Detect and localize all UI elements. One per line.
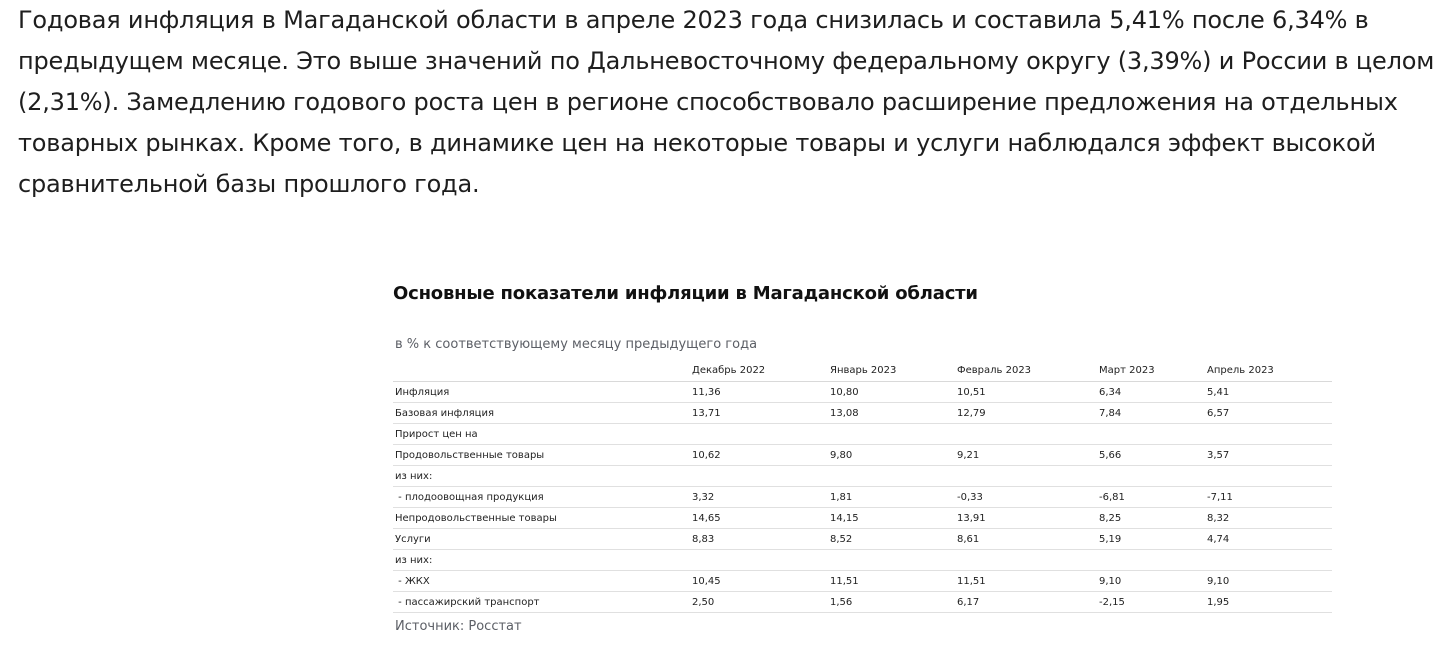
value-cell: 8,52 bbox=[828, 529, 955, 550]
value-cell: 12,79 bbox=[955, 403, 1097, 424]
value-cell: 5,66 bbox=[1097, 445, 1205, 466]
value-cell: 5,41 bbox=[1205, 382, 1332, 403]
value-cell: 13,08 bbox=[828, 403, 955, 424]
value-cell: 9,80 bbox=[828, 445, 955, 466]
row-label-cell: Прирост цен на bbox=[393, 424, 690, 445]
table-row bbox=[393, 424, 1332, 445]
value-cell: 1,56 bbox=[828, 592, 955, 613]
value-cell: 5,19 bbox=[1097, 529, 1205, 550]
value-cell: 8,32 bbox=[1205, 508, 1332, 529]
value-cell: 6,57 bbox=[1205, 403, 1332, 424]
table-body bbox=[393, 382, 1332, 613]
value-cell: 10,62 bbox=[690, 445, 828, 466]
value-cell bbox=[1205, 466, 1332, 487]
value-cell: 14,65 bbox=[690, 508, 828, 529]
value-cell: 1,95 bbox=[1205, 592, 1332, 613]
table-row bbox=[393, 550, 1332, 571]
header-cell: Январь 2023 bbox=[828, 359, 955, 382]
value-cell: 10,80 bbox=[828, 382, 955, 403]
table-row bbox=[393, 571, 1332, 592]
table-row bbox=[393, 382, 1332, 403]
row-label-cell: Продовольственные товары bbox=[393, 445, 690, 466]
value-cell: 7,84 bbox=[1097, 403, 1205, 424]
row-label-cell: Инфляция bbox=[393, 382, 690, 403]
value-cell: 8,25 bbox=[1097, 508, 1205, 529]
value-cell: 3,32 bbox=[690, 487, 828, 508]
value-cell: -2,15 bbox=[1097, 592, 1205, 613]
value-cell bbox=[955, 466, 1097, 487]
row-label-cell: Базовая инфляция bbox=[393, 403, 690, 424]
value-cell: 10,51 bbox=[955, 382, 1097, 403]
value-cell: -0,33 bbox=[955, 487, 1097, 508]
inflation-table-figure bbox=[393, 281, 1333, 635]
row-label-cell: - ЖКХ bbox=[393, 571, 690, 592]
value-cell: 11,51 bbox=[828, 571, 955, 592]
value-cell bbox=[1205, 424, 1332, 445]
source-note: Источник: Росстат bbox=[395, 619, 522, 634]
value-cell: 11,51 bbox=[955, 571, 1097, 592]
inflation-table bbox=[393, 359, 1332, 613]
value-cell: 2,50 bbox=[690, 592, 828, 613]
row-label-cell: из них: bbox=[393, 466, 690, 487]
value-cell bbox=[1097, 424, 1205, 445]
value-cell: 6,34 bbox=[1097, 382, 1205, 403]
value-cell bbox=[828, 550, 955, 571]
value-cell: 4,74 bbox=[1205, 529, 1332, 550]
header-cell: Декабрь 2022 bbox=[690, 359, 828, 382]
value-cell: 14,15 bbox=[828, 508, 955, 529]
table-row bbox=[393, 508, 1332, 529]
value-cell: 9,10 bbox=[1097, 571, 1205, 592]
value-cell: 10,45 bbox=[690, 571, 828, 592]
value-cell: 6,17 bbox=[955, 592, 1097, 613]
table-row bbox=[393, 445, 1332, 466]
row-label-cell: Услуги bbox=[393, 529, 690, 550]
table-row bbox=[393, 592, 1332, 613]
header-cell: Март 2023 bbox=[1097, 359, 1205, 382]
chart-title: Основные показатели инфляции в Магаданской области bbox=[393, 283, 978, 304]
table-row bbox=[393, 466, 1332, 487]
value-cell: -6,81 bbox=[1097, 487, 1205, 508]
table-row bbox=[393, 487, 1332, 508]
table-header-row bbox=[393, 359, 1332, 382]
value-cell bbox=[955, 424, 1097, 445]
value-cell bbox=[1097, 466, 1205, 487]
value-cell: 8,83 bbox=[690, 529, 828, 550]
value-cell bbox=[955, 550, 1097, 571]
row-label-cell: Непродовольственные товары bbox=[393, 508, 690, 529]
value-cell: 8,61 bbox=[955, 529, 1097, 550]
value-cell: 13,91 bbox=[955, 508, 1097, 529]
value-cell: 13,71 bbox=[690, 403, 828, 424]
value-cell: 9,21 bbox=[955, 445, 1097, 466]
table-row bbox=[393, 529, 1332, 550]
value-cell bbox=[828, 466, 955, 487]
value-cell: -7,11 bbox=[1205, 487, 1332, 508]
row-label-cell: - пассажирский транспорт bbox=[393, 592, 690, 613]
value-cell bbox=[690, 550, 828, 571]
value-cell bbox=[690, 424, 828, 445]
value-cell: 9,10 bbox=[1205, 571, 1332, 592]
value-cell bbox=[828, 424, 955, 445]
value-cell bbox=[1205, 550, 1332, 571]
value-cell bbox=[1097, 550, 1205, 571]
chart-subtitle: в % к соответствующему месяцу предыдущего года bbox=[395, 337, 758, 352]
row-label-cell: - плодоовощная продукция bbox=[393, 487, 690, 508]
value-cell: 1,81 bbox=[828, 487, 955, 508]
row-label-cell: из них: bbox=[393, 550, 690, 571]
value-cell: 11,36 bbox=[690, 382, 828, 403]
table-row bbox=[393, 403, 1332, 424]
value-cell bbox=[690, 466, 828, 487]
header-cell: Апрель 2023 bbox=[1205, 359, 1332, 382]
header-cell: Февраль 2023 bbox=[955, 359, 1097, 382]
article-paragraph: Годовая инфляция в Магаданской области в апреле 2023 года снизилась и составила 5,41% после 6,34% в предыдущем месяце. Это выше значений по Дальневосточному федеральному округу (3,39%) и России в целом (2,31%). Замедлению годового роста цен в регионе способствовало расширение предложения на отдельных товарных рынках. Кроме того, в динамике цен на некоторые товары и услуги наблюдался эффект высокой сравнительной базы прошлого года. bbox=[18, 6, 1435, 198]
value-cell: 3,57 bbox=[1205, 445, 1332, 466]
header-cell bbox=[393, 359, 690, 382]
